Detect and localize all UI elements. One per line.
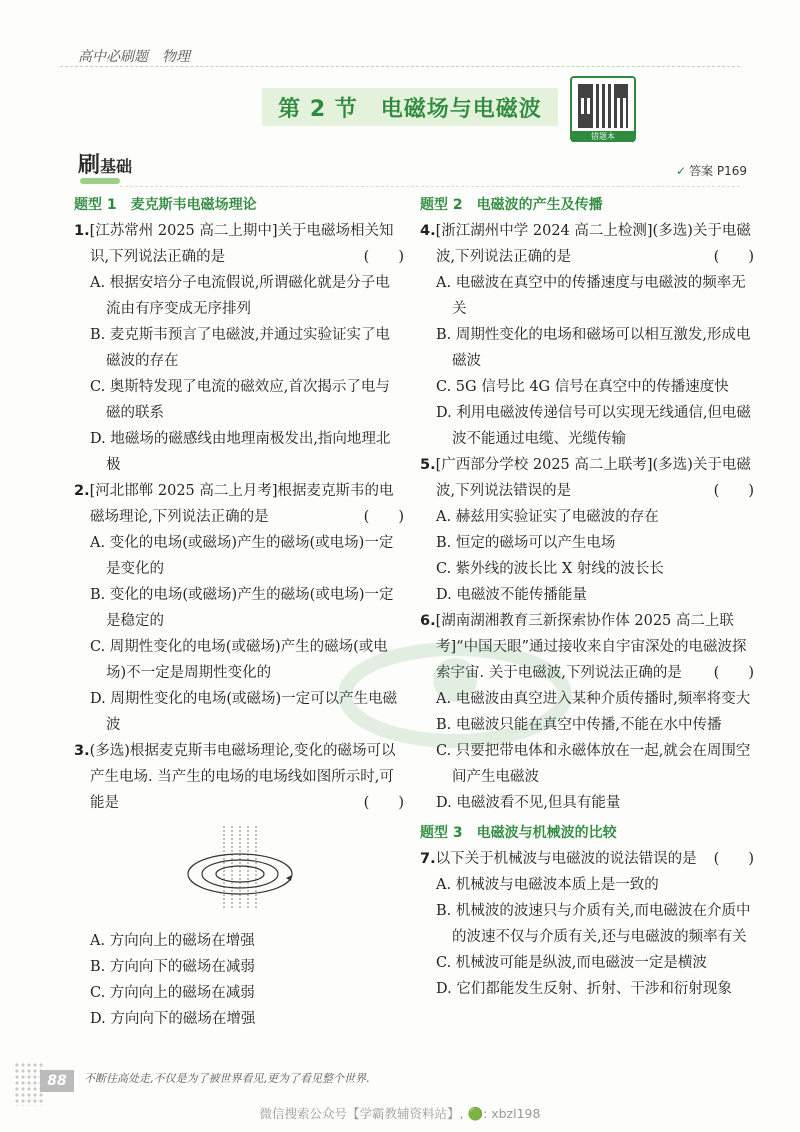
- page-number: 88: [40, 1070, 74, 1092]
- option: D. 电磁波不能传播能量: [436, 587, 587, 603]
- option: A. 变化的电场(或磁场)产生的磁场(或电场)一定是变化的: [90, 535, 394, 577]
- book-title: 高中必刷题 物理: [78, 49, 190, 65]
- option: D. 利用电磁波传递信号可以实现无线通信,但电磁波不能通过电缆、光缆传输: [436, 405, 751, 447]
- option: C. 奥斯特发现了电流的磁效应,首次揭示了电与磁的联系: [90, 379, 390, 421]
- answer-ref: [676, 162, 747, 179]
- option: A. 根据安培分子电流假说,所谓磁化就是分子电流由有序变成无序排列: [90, 275, 390, 317]
- question-5: 5.[广西部分学校 2025 高二上联考](多选)关于电磁波,下列说法错误的是 ( ): [420, 457, 754, 499]
- footer-motto: 不断往高处走,不仅是为了被世界看见,更为了看见整个世界.: [84, 1072, 370, 1085]
- option: D. 它们都能发生反射、折射、干涉和衍射现象: [436, 981, 732, 997]
- option: C. 方向向上的磁场在减弱: [90, 985, 255, 1001]
- option: C. 周期性变化的电场(或磁场)产生的磁场(或电场)不一定是周期性变化的: [90, 639, 388, 681]
- answer-ref-text: 答案 P169: [689, 164, 748, 178]
- option: C. 机械波可能是纵波,而电磁波一定是横波: [436, 955, 707, 971]
- question-2: 2.[河北邯郸 2025 高二上月考]根据麦克斯韦的电磁场理论,下列说法正确的是 ( ): [74, 483, 404, 525]
- left-column: [74, 192, 404, 1032]
- heading-type-1: 题型 1 麦克斯韦电磁场理论: [74, 197, 257, 213]
- section-tag: [78, 148, 132, 179]
- option: B. 机械波的波速只与介质有关,而电磁波在介质中的波速不仅与介质有关,还与电磁波的频率有关: [436, 903, 751, 945]
- option: A. 赫兹用实验证实了电磁波的存在: [436, 509, 659, 525]
- qr-label: 错题本: [572, 131, 634, 142]
- option: B. 变化的电场(或磁场)产生的磁场(或电场)一定是稳定的: [90, 587, 394, 629]
- header-divider: [60, 66, 740, 67]
- option: B. 麦克斯韦预言了电磁波,并通过实验证实了电磁波的存在: [90, 327, 390, 369]
- qr-code[interactable]: [570, 76, 636, 142]
- question-6: 6.[湖南湖湘教育三新探索协作体 2025 高二上联考]“中国天眼”通过接收来自宇宙深处的电磁波探索宇宙. 关于电磁波,下列说法正确的是 ( ): [420, 613, 754, 681]
- section-decoration: [80, 178, 120, 184]
- option: B. 方向向下的磁场在减弱: [90, 959, 255, 975]
- right-column: [420, 192, 754, 1002]
- brand-watermark-logo: [330, 640, 580, 750]
- option: D. 方向向下的磁场在增强: [90, 1011, 256, 1027]
- option: B. 周期性变化的电场和磁场可以相互激发,形成电磁波: [436, 327, 751, 369]
- option: A. 电磁波在真空中的传播速度与电磁波的频率无关: [436, 275, 746, 317]
- option: D. 地磁场的磁感线由地理南极发出,指向地理北极: [90, 431, 391, 473]
- option: A. 电磁波由真空进入某种介质传播时,频率将变大: [436, 691, 751, 707]
- check-icon: ✓: [676, 164, 687, 178]
- field-line-figure: [74, 818, 404, 924]
- option: A. 方向向上的磁场在增强: [90, 933, 255, 949]
- option: C. 5G 信号比 4G 信号在真空中的传播速度快: [436, 379, 729, 395]
- heading-type-3: 题型 3 电磁波与机械波的比较: [420, 825, 617, 841]
- option: A. 机械波与电磁波本质上是一致的: [436, 877, 659, 893]
- option: D. 电磁波看不见,但具有能量: [436, 795, 621, 811]
- option: B. 恒定的磁场可以产生电场: [436, 535, 616, 551]
- question-4: 4.[浙江湖州中学 2024 高二上检测](多选)关于电磁波,下列说法正确的是 ( ): [420, 223, 754, 265]
- option: C. 只要把带电体和永磁体放在一起,就会在周围空间产生电磁波: [436, 743, 751, 785]
- magnetic-field-lines: [224, 826, 256, 910]
- section-tag-big: 刷: [78, 153, 101, 178]
- question-7: 7.以下关于机械波与电磁波的说法错误的是 ( ): [420, 851, 754, 867]
- heading-type-2: 题型 2 电磁波的产生及传播: [420, 197, 603, 213]
- chapter-title: 第 2 节 电磁场与电磁波: [278, 97, 542, 122]
- question-1: 1.[江苏常州 2025 高二上期中]关于电磁场相关知识,下列说法正确的是 ( ): [74, 223, 404, 265]
- qr-code-icon: [578, 84, 628, 128]
- section-tag-small: 基础: [100, 157, 133, 176]
- question-3: 3.(多选)根据麦克斯韦电磁场理论,变化的磁场可以产生电场. 当产生的电场的电场线如图所示时,可能是 ( ): [74, 743, 404, 811]
- option: D. 周期性变化的电场(或磁场)一定可以产生电磁波: [90, 691, 398, 733]
- watermark-text: 微信搜索公众号【学霸教辅资料站】, 🟢: xbzl198: [259, 1106, 541, 1121]
- field-line-diagram: [74, 818, 404, 924]
- option: B. 电磁波只能在真空中传播,不能在水中传播: [436, 717, 722, 733]
- option: C. 紫外线的波长比 X 射线的波长长: [436, 561, 664, 577]
- section-divider: [120, 186, 740, 187]
